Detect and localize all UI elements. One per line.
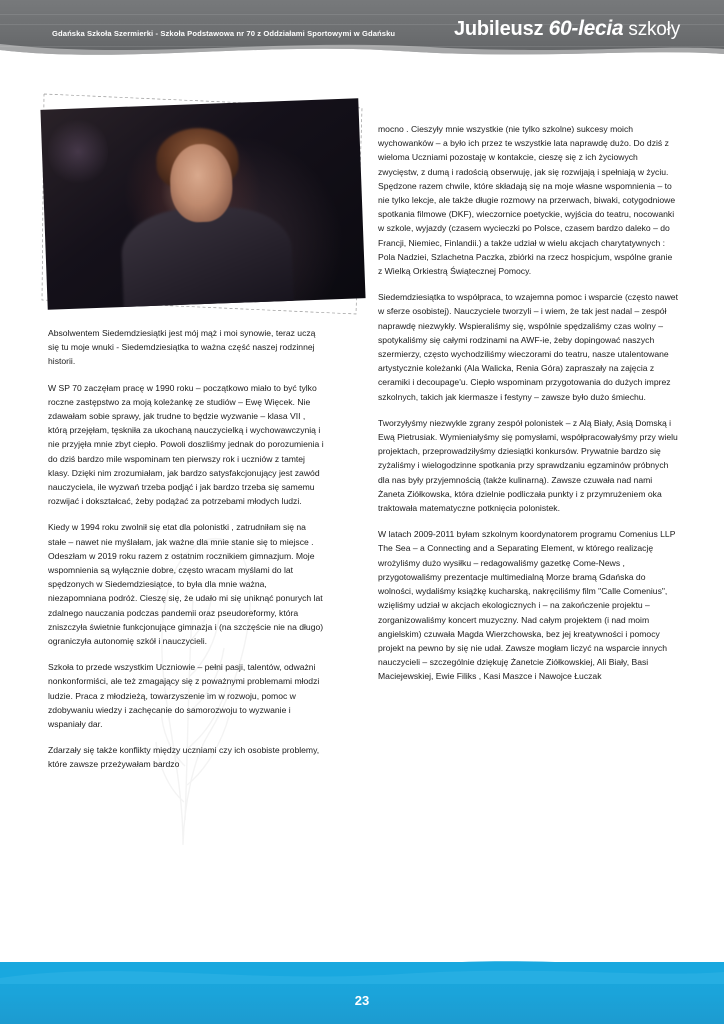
paragraph: W SP 70 zaczęłam pracę w 1990 roku – początkowo miało to być tylko roczne zastępstwo za moją koleżankę ze studiów – Ewę Więcek. Nie zdawałam sobie sprawy, jak trudne to będzie wyzwanie – klasa VII , którą przejęłam, tęskniła za ukochaną nauczycielką i wychowawczynią i nie przyjęła mnie zbyt ciepło. Powoli doszliśmy jednak do porozumienia i do dziś bardzo mile wspominam ten pierwszy rok i uczniów z tamtej klasy. Dzięki nim zrozumiałam, jak bardzo satysfakcjonujący jest zawód nauczyciela, ile wyzwań trzeba podjąć i jak bardzo trzeba się samemu rozwijać i dokształcać, żeby podążać za potrzebami młodych ludzi.	[48, 382, 324, 507]
paragraph: Kiedy w 1994 roku zwolnił się etat dla polonistki , zatrudniłam się na stałe – nawet nie myślałam, jak ważne dla mnie stanie się to miejsce . Odeszłam w 2019 roku razem z ostatnim rocznikiem gimnazjum. Moje wspomnienia są wyłącznie dobre, często wracam myślami do lat spędzonych w Siedemdziesiątce, to była dla mnie ważna, niezapomniana podróż. Cieszę się, że udało mi się uniknąć ponurych lat zdalnego nauczania podczas pandemii oraz pseudoreformy, która zniszczyła świetnie funkcjonujące gimnazja i (na szczęście nie na długo) ograniczyła autonomię szkół i nauczycieli.	[48, 522, 324, 647]
header-title	[454, 17, 680, 41]
paragraph: mocno . Cieszyły mnie wszystkie (nie tylko szkolne) sukcesy moich wychowanków – a było ich przez te wszystkie lata naprawdę dużo. Do dziś z wieloma Uczniami pozostaję w kontakcie, cieszę się z ich życiowych zwycięstw, z dumą i radością obserwuję, jak się rozwijają i spełniają w życiu. Spędzone razem chwile, które składają się na moje własne wspomnienia – to nie tylko lekcje, ale także długie rozmowy na przerwach, biwaki, cotygodniowe spotkania filmowe (DKF), wieczornice poetyckie, wyjścia do teatru, nocowanki w szkole, wyjazdy (czasem wycieczki po Polsce, czasem bardzo daleko – do Francji, Niemiec, Finlandii.) a także udział w wielu akcjach charytatywnych : Pola Nadziei, Szlachetna Paczka, zbiórki na rzecz hospicjum, wspólne granie z Wielką Orkiestrą Świątecznej Pomocy.	[378, 124, 676, 277]
paragraph: Szkoła to przede wszystkim Uczniowie – pełni pasji, talentów, odważni nonkonformiści, ale też zmagający się z poważnymi problemami młodzi ludzie. Praca z młodzieżą, towarzyszenie im w rozwoju, pomoc w zdobywaniu wiedzy i zachęcanie do samorozwoju to wyzwanie i wspaniały dar.	[48, 662, 320, 730]
header-wave-decoration	[0, 42, 724, 62]
page-number: 23	[354, 993, 370, 1008]
page-footer	[0, 944, 724, 1024]
article-photo	[38, 88, 368, 320]
photo-light-glow	[47, 115, 110, 187]
page-header	[0, 0, 724, 62]
photo-image	[40, 98, 365, 310]
header-school-name: Gdańska Szkoła Szermierki - Szkoła Podstawowa nr 70 z Oddziałami Sportowymi w Gdańsku	[52, 29, 396, 38]
left-text-column	[48, 326, 326, 784]
paragraph: W latach 2009-2011 byłam szkolnym koordynatorem programu Comenius LLP The Sea – a Connecting and a Separating Element, w którego realizację wrożyliśmy dużo wysiłku – redagowaliśmy gazetkę Come-News , przygotowaliśmy prezentacje multimedialną Morze bramą Gdańska do wolności, wydaliśmy książkę kucharską, nakręciliśmy film "Calle Comenius", wzięliśmy udział w akcjach ekologicznych i – na zakończenie projektu – zorganizowaliśmy koncert muzyczny. Nad całym projektem (i nad moim angielskim) czuwała Magda Wierzchowska, bez jej kreatywności i pomocy projekt na pewno by się nie udał. Zawsze mogłam liczyć na wsparcie innych nauczycieli – szczególnie dziękuję Żanetcie Ziółkowskiej, Ali Biały, Basi Maciejewskiej, Ewie Filiks , Kasi Maszce i Nawojce Łuczak	[378, 529, 676, 682]
footer-wave-decoration	[0, 944, 724, 984]
paragraph: Zdarzały się także konflikty między uczniami czy ich osobiste problemy, które zawsze przeżywałam bardzo	[48, 745, 320, 770]
header-line-1	[0, 14, 724, 15]
header-title-60lecia: 60-lecia	[548, 17, 624, 40]
header-title-szkoly: szkoły	[623, 19, 680, 40]
paragraph: Tworzyłyśmy niezwykle zgrany zespół polonistek – z Alą Biały, Asią Domską i Ewą Pietrusiak. Wymieniałyśmy się pomysłami, współpracowałyśmy przy wielu projektach, przeprowadziłyśmy dziesiątki konkursów. Prywatnie bardzo się zyżaliśmy i wielogodzinne spotkania przy sprawdzaniu egzaminów próbnych dla nas były przyjemnością (także kulinarną). Zawsze czuwała nad nami Żaneta Ziółkowska, która dzielnie podliczała punkty i z przymrużeniem oka traktowała matematyczne potknięcia polonistek.	[378, 417, 678, 514]
header-title-jubileusz: Jubileusz	[453, 18, 549, 40]
right-text-column	[378, 122, 678, 696]
paragraph: Absolwentem Siedemdziesiątki jest mój mąż i moi synowie, teraz uczą się tu moje wnuki - Siedemdziesiątka to ważna część naszej rodzinnej historii.	[48, 328, 316, 367]
paragraph: Siedemdziesiątka to współpraca, to wzajemna pomoc i wsparcie (często nawet w sferze osobistej). Nauczyciele tworzyli – i wiem, że tak jest nadal – zespół naprawdę niezwykły. Wspieraliśmy się, wspólnie spędzaliśmy czas wolny – spotykaliśmy się całymi rodzinami na AWF-ie, żeby dopingować naszych szermierzy, często wychodziliśmy wieczorami do teatru, nasze utalentowane artystycznie koleżanki (Ala Walicka, Renia Góra) zapraszały na zajęcia z ceramiki i decoupage'u. Ciepło wspominam przygotowania do dużych imprez szkolnych, takich jak kiermasze i festyny – zawsze było dużo śmiechu.	[378, 292, 678, 402]
